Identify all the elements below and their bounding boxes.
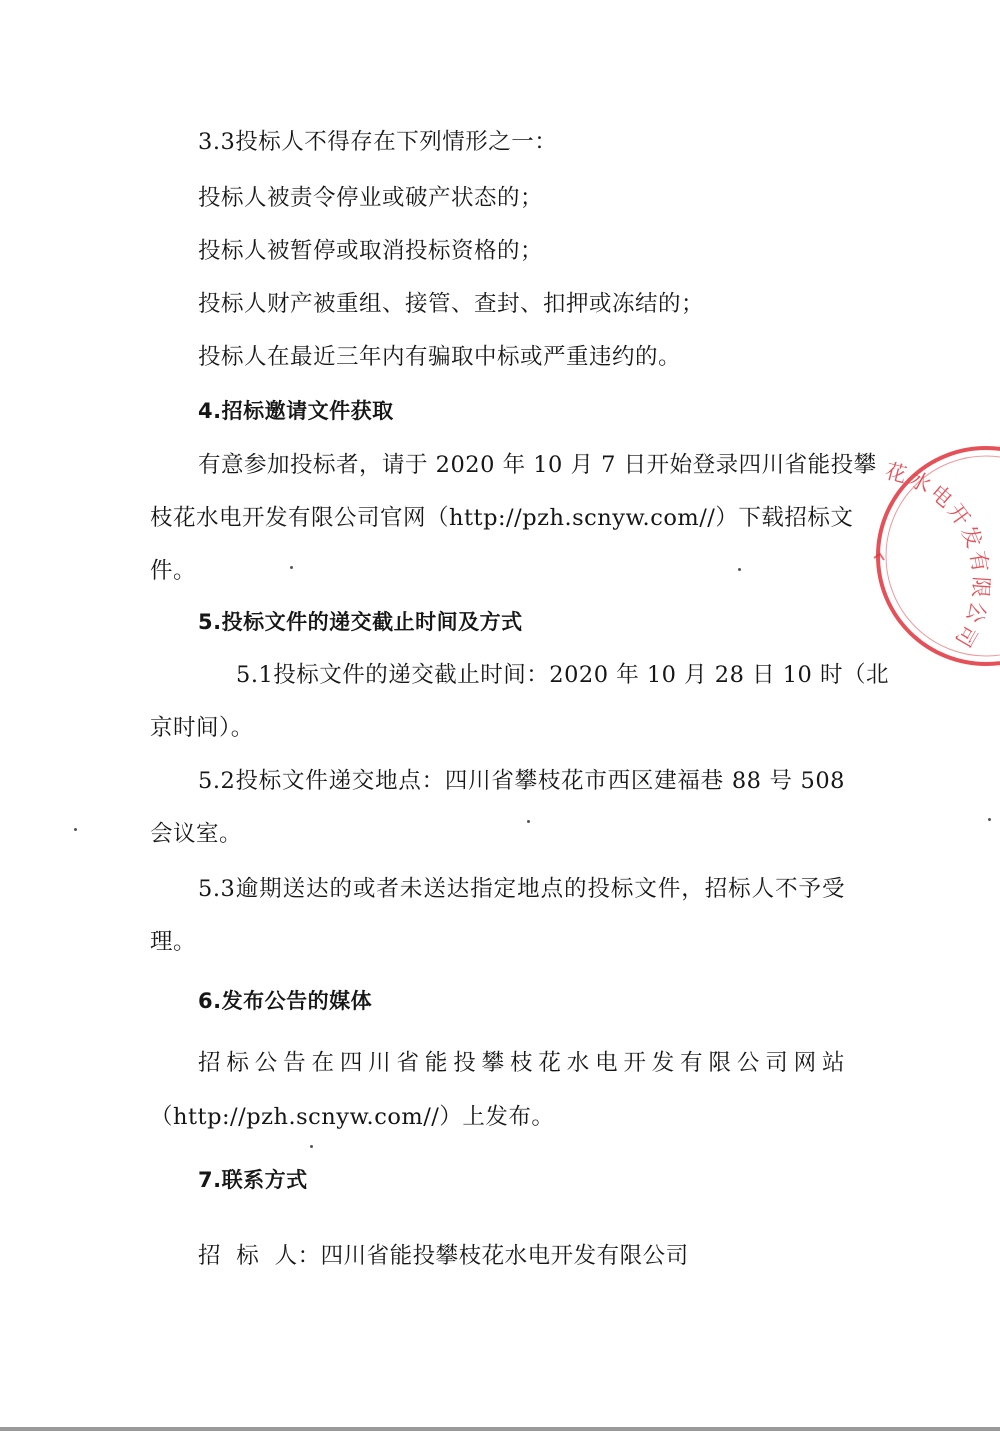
clause-3-3: 3.3投标人不得存在下列情形之一： <box>198 129 558 155</box>
scan-speck <box>310 1145 313 1148</box>
clause-5-2-cont: 会议室。 <box>150 821 243 847</box>
paragraph-line: 枝花水电开发有限公司官网（http://pzh.scnyw.com//）下载招标文 <box>150 505 854 531</box>
clause-5-3: 5.3逾期送达的或者未送达指定地点的投标文件，招标人不予受 <box>198 876 845 902</box>
section-6-heading: 6.发布公告的媒体 <box>198 989 373 1013</box>
tenderer-line <box>198 1241 689 1271</box>
clause-5-1: 5.1投标文件的递交截止时间：2020 年 10 月 28 日 10 时（北 <box>236 662 889 688</box>
case-item: 投标人被责令停业或破产状态的； <box>198 185 544 211</box>
clause-5-3-cont: 理。 <box>150 929 197 955</box>
scan-speck <box>74 828 77 831</box>
clause-5-2: 5.2投标文件递交地点：四川省攀枝花市西区建福巷 88 号 508 <box>198 768 845 794</box>
clause-5-1-cont: 京时间）。 <box>150 715 254 741</box>
scan-speck <box>738 568 741 571</box>
scan-speck <box>988 818 991 821</box>
tenderer-label: 招 标 人： <box>198 1243 321 1269</box>
case-item: 投标人被暂停或取消投标资格的； <box>198 238 544 264</box>
section-7-heading: 7.联系方式 <box>198 1168 308 1192</box>
company-seal <box>862 440 1000 672</box>
section-5-heading: 5.投标文件的递交截止时间及方式 <box>198 610 523 634</box>
tenderer-value: 四川省能投攀枝花水电开发有限公司 <box>320 1243 689 1269</box>
paragraph-line: （http://pzh.scnyw.com//）上发布。 <box>150 1104 555 1130</box>
paragraph-line: 件。 <box>150 558 197 584</box>
section-4-heading: 4.招标邀请文件获取 <box>198 399 394 423</box>
seal-text: 花水电开发有限公司 <box>882 458 994 654</box>
paragraph-line: 招标公告在四川省能投攀枝花水电开发有限公司网站 <box>198 1050 845 1076</box>
scan-speck <box>527 820 530 823</box>
scan-edge <box>0 1427 1000 1431</box>
scan-speck <box>290 566 293 569</box>
case-item: 投标人财产被重组、接管、查封、扣押或冻结的； <box>198 291 705 317</box>
case-item: 投标人在最近三年内有骗取中标或严重违约的。 <box>198 344 682 370</box>
paragraph-line: 有意参加投标者，请于 2020 年 10 月 7 日开始登录四川省能投攀 <box>198 452 877 478</box>
